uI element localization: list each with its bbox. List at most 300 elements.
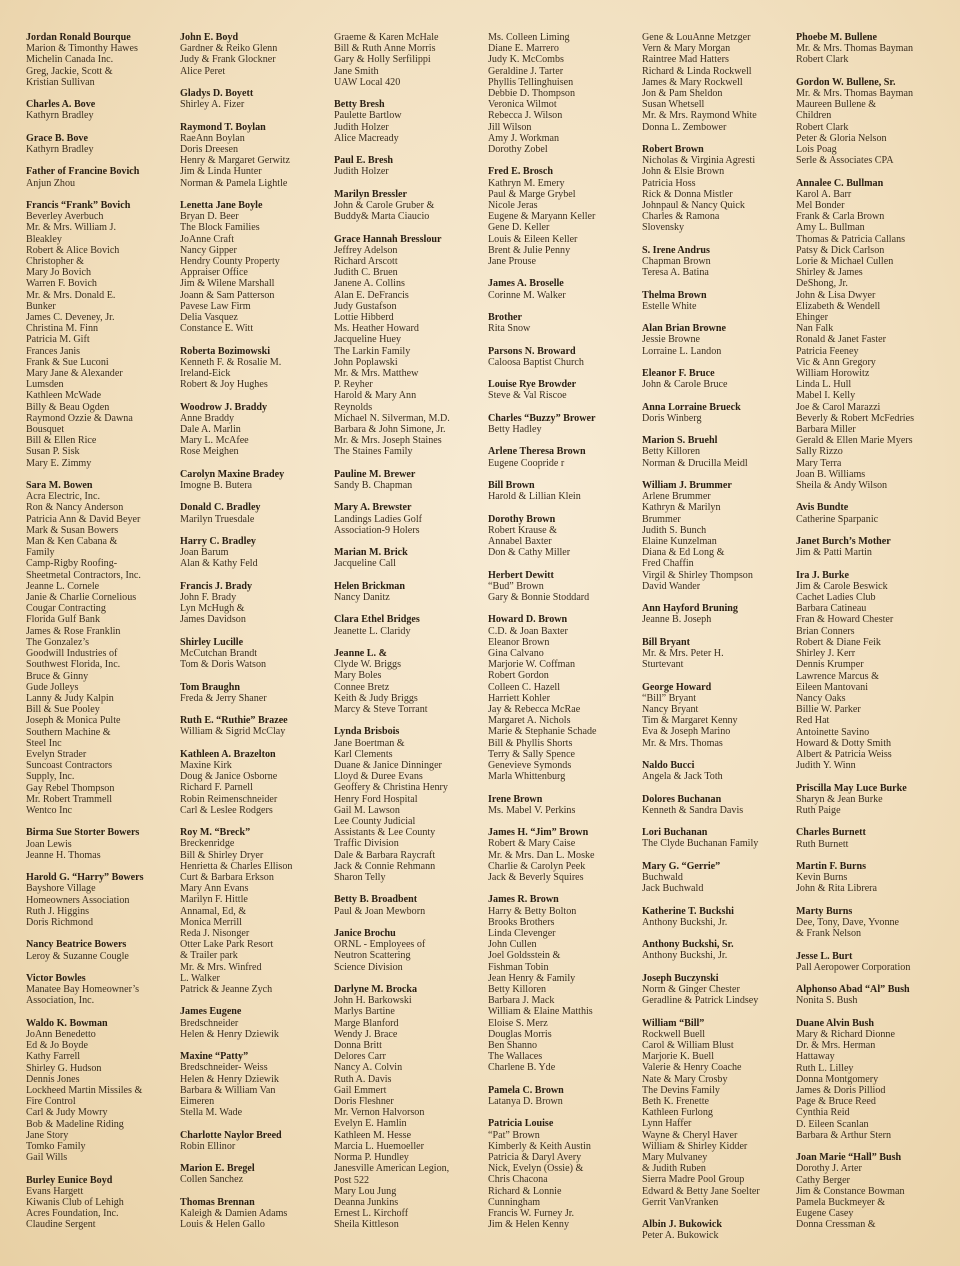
donor-line: Judy K. McCombs bbox=[488, 54, 564, 66]
honoree-name: Mary G. “Gerrie” bbox=[642, 860, 721, 872]
honoree-name: Sara M. Bowen bbox=[26, 480, 93, 492]
donor-line: Dorothy J. Arter bbox=[796, 1163, 862, 1175]
honoree-name: Gladys D. Boyett bbox=[180, 88, 254, 99]
donor-line: Rebecca J. Wilson bbox=[488, 110, 563, 122]
donor-line: Ben Shanno bbox=[488, 1040, 538, 1052]
donor-line: Mary Jo Bovich bbox=[26, 267, 92, 279]
donor-line: Patricia & Daryl Avery bbox=[488, 1152, 582, 1164]
donor-line: Jack & Connie Rehmann bbox=[334, 860, 436, 872]
donor-line: Alice Macready bbox=[334, 132, 399, 144]
honoree-name: Grace Hannah Bresslour bbox=[334, 233, 442, 245]
honoree-name: Marion S. Bruehl bbox=[642, 435, 718, 447]
donor-line: Evelyn Strader bbox=[26, 748, 87, 760]
donor-line: Francis W. Furney Jr. bbox=[488, 1208, 575, 1220]
donor-line: Shirley & James bbox=[796, 267, 863, 279]
memorial-entry bbox=[642, 435, 796, 469]
donor-line: Fran & Howard Chester bbox=[796, 614, 894, 626]
donor-line: Lynn Haffer bbox=[642, 1118, 692, 1130]
donor-line: Howard & Dotty Smith bbox=[796, 737, 892, 749]
donor-line: Nancy A. Colvin bbox=[334, 1062, 403, 1074]
donor-line: Beverley Averbuch bbox=[26, 211, 104, 223]
donor-line: Michelin Canada Inc. bbox=[26, 54, 114, 66]
memorial-entry bbox=[334, 32, 488, 88]
memorial-entry bbox=[180, 1130, 334, 1152]
donor-line: Don & Cathy Miller bbox=[488, 547, 571, 559]
donor-line: Otter Lake Park Resort bbox=[180, 939, 274, 951]
honoree-name: Alan Brian Browne bbox=[642, 323, 726, 335]
donor-line: UAW Local 420 bbox=[334, 76, 401, 88]
honoree-name: Harold G. “Harry” Bowers bbox=[26, 872, 144, 884]
donor-line: Marjorie K. Buell bbox=[642, 1051, 715, 1063]
donor-line: Kenneth & Sandra Davis bbox=[642, 804, 744, 816]
donor-line: Sharon Telly bbox=[334, 872, 386, 884]
donor-line: Bill & Phyllis Shorts bbox=[488, 737, 573, 749]
donor-line: Beth K. Frenette bbox=[642, 1096, 709, 1107]
donor-line: Mr. Vernon Halvorson bbox=[334, 1107, 425, 1119]
donor-line: Bousquet bbox=[26, 424, 65, 436]
donor-line: Nicholas & Virginia Agresti bbox=[642, 155, 756, 167]
donor-line: Gail Wills bbox=[26, 1152, 68, 1164]
donor-line: Lois Poag bbox=[796, 144, 837, 156]
donor-line: John & Rita Librera bbox=[796, 883, 878, 895]
donor-line: Carl & Leslee Rodgers bbox=[180, 804, 273, 816]
donor-line: Charles & Ramona bbox=[642, 211, 720, 223]
donor-line: Nonita S. Bush bbox=[796, 995, 858, 1007]
memorial-entry bbox=[334, 502, 488, 536]
donor-line: Christina M. Finn bbox=[26, 323, 99, 335]
honoree-name: Marilyn Bressler bbox=[334, 188, 407, 200]
honoree-name: Thelma Brown bbox=[642, 289, 707, 301]
donor-line: Reynolds bbox=[334, 401, 373, 413]
donor-line: Eimeren bbox=[180, 1096, 215, 1108]
donor-line: William & Sigrid McClay bbox=[180, 726, 286, 738]
memorial-entry bbox=[26, 872, 180, 928]
honoree-name: Janice Brochu bbox=[334, 928, 396, 940]
donor-line: Jim & Wilene Marshall bbox=[180, 278, 275, 290]
donor-line: D. Eileen Scanlan bbox=[796, 1118, 869, 1130]
memorial-entry bbox=[180, 469, 334, 491]
donor-line: Bill & Ellen Rice bbox=[26, 435, 97, 447]
memorial-entry bbox=[796, 178, 936, 492]
donor-line: Judith Holzer bbox=[334, 121, 389, 133]
donor-line: Curt & Barbara Erkson bbox=[180, 872, 274, 884]
donor-line: Donna Montgomery bbox=[796, 1073, 879, 1085]
donor-line: Ms. Mabel V. Perkins bbox=[488, 804, 576, 816]
memorial-entry bbox=[488, 278, 642, 300]
donor-line: Jeanne B. Joseph bbox=[642, 614, 712, 626]
donor-line: Bredschneider- Weiss bbox=[180, 1062, 268, 1074]
honoree-name: Birma Sue Storter Bowers bbox=[26, 827, 140, 839]
donor-line: Geraldine J. Tarter bbox=[488, 65, 564, 77]
memorial-entry bbox=[796, 906, 936, 940]
donor-line: Rick & Donna Mistler bbox=[642, 188, 733, 200]
memorial-entry bbox=[642, 906, 796, 928]
donor-line: Betty Killoren bbox=[488, 984, 547, 996]
donor-line: Stella M. Wade bbox=[180, 1107, 243, 1119]
memorial-entry bbox=[642, 939, 796, 961]
donor-line: Cachet Ladies Club bbox=[796, 592, 876, 604]
honoree-name: Ira J. Burke bbox=[796, 569, 849, 581]
honoree-name: Maxine “Patty” bbox=[180, 1051, 249, 1063]
donor-line: James & Doris Pilliod bbox=[796, 1084, 886, 1096]
donor-line: Gene D. Keller bbox=[488, 222, 550, 234]
donor-line: Linda Clevenger bbox=[488, 928, 556, 940]
donor-line: Mr. Robert Trammell bbox=[26, 793, 113, 805]
donor-line: Joann & Sam Patterson bbox=[180, 289, 275, 301]
donor-line: Norm & Ginger Chester bbox=[642, 983, 740, 995]
memorial-entry bbox=[26, 1018, 180, 1164]
donor-line: Angela & Jack Toth bbox=[642, 771, 723, 783]
honoree-name: William J. Brummer bbox=[642, 480, 732, 491]
memorial-entry bbox=[334, 614, 488, 636]
donor-line: Appraiser Office bbox=[180, 267, 248, 279]
donor-line: Eugene Coopride r bbox=[488, 457, 565, 469]
donor-line: Jane Story bbox=[26, 1129, 69, 1141]
honoree-name: Brother bbox=[488, 312, 523, 324]
donor-line: Kaleigh & Damien Adams bbox=[180, 1208, 288, 1220]
donor-line: Barbara & Arthur Stern bbox=[796, 1129, 892, 1141]
donor-line: Christopher & bbox=[26, 256, 85, 267]
donor-line: Assistants & Lee County bbox=[334, 827, 436, 839]
honoree-name: Roy M. “Breck” bbox=[180, 827, 251, 839]
donor-line: Ireland-Eick bbox=[180, 368, 231, 380]
memorial-entry bbox=[180, 1163, 334, 1185]
donor-line: Kathleen M. Hesse bbox=[334, 1129, 412, 1141]
donor-line: Lockheed Martin Missiles & bbox=[26, 1084, 143, 1096]
honoree-name: Marty Burns bbox=[796, 905, 853, 917]
donor-line: Nate & Mary Crosby bbox=[642, 1073, 728, 1085]
donor-line: Robert & Diane Feik bbox=[796, 636, 881, 648]
memorial-entry bbox=[488, 312, 642, 334]
donor-line: Warren F. Bovich bbox=[26, 278, 97, 290]
donor-line: Greg, Jackie, Scott & bbox=[26, 65, 113, 77]
donor-line: Patsy & Dick Carlson bbox=[796, 244, 885, 256]
donor-line: Arlene Brummer bbox=[642, 491, 711, 503]
donor-line: Elizabeth & Wendell bbox=[796, 300, 881, 312]
donor-line: Camp-Rigby Roofing- bbox=[26, 558, 118, 570]
honoree-name: William “Bill” bbox=[642, 1017, 705, 1029]
memorial-listing bbox=[26, 32, 936, 1257]
donor-line: Mary Jane & Alexander bbox=[26, 368, 123, 380]
memorial-entry bbox=[488, 614, 642, 782]
honoree-name: Eleanor F. Bruce bbox=[642, 368, 715, 380]
donor-line: Rockwell Buell bbox=[642, 1028, 706, 1040]
honoree-name: James Eugene bbox=[180, 1006, 242, 1018]
donor-line: The Larkin Family bbox=[334, 345, 411, 357]
donor-line: Mary E. Zimmy bbox=[26, 457, 92, 469]
donor-line: Nan Falk bbox=[796, 323, 834, 335]
donor-line: Marilyn F. Hittle bbox=[180, 894, 248, 906]
donor-line: Bill & Sue Pooley bbox=[26, 704, 100, 716]
donor-line: Kimberly & Keith Austin bbox=[488, 1140, 591, 1152]
donor-line: Valerie & Henry Coache bbox=[642, 1062, 742, 1074]
donor-line: Doris Richmond bbox=[26, 916, 94, 928]
memorial-entry bbox=[796, 1018, 936, 1141]
donor-line: Harold & Mary Ann bbox=[334, 390, 417, 402]
donor-line: Richard & Linda Rockwell bbox=[642, 65, 752, 77]
donor-line: Doris Dreesen bbox=[180, 144, 239, 155]
honoree-name: Harry C. Bradley bbox=[180, 536, 256, 548]
honoree-name: Roberta Bozimowski bbox=[180, 345, 270, 357]
donor-line: Annabel Baxter bbox=[488, 536, 552, 547]
donor-line: Susan P. Sisk bbox=[26, 446, 80, 458]
donor-line: Jack & Beverly Squires bbox=[488, 872, 584, 884]
column-1 bbox=[26, 32, 180, 1257]
donor-line: Serle & Associates CPA bbox=[796, 155, 894, 167]
donor-line: Freda & Jerry Shaner bbox=[180, 692, 267, 704]
donor-line: Marie & Stephanie Schade bbox=[488, 726, 597, 738]
donor-line: Doug & Janice Osborne bbox=[180, 771, 278, 783]
donor-line: John & Elsie Brown bbox=[642, 166, 725, 178]
donor-line: James C. Deveney, Jr. bbox=[26, 312, 115, 324]
donor-line: Constance E. Witt bbox=[180, 323, 254, 335]
honoree-name: Jordan Ronald Bourque bbox=[26, 32, 131, 43]
donor-line: C.D. & Joan Baxter bbox=[488, 625, 568, 637]
memorial-entry bbox=[642, 603, 796, 625]
donor-line: Marilyn Truesdale bbox=[180, 513, 255, 525]
honoree-name: Shirley Lucille bbox=[180, 636, 244, 648]
donor-line: Mary L. McAfee bbox=[180, 435, 249, 447]
donor-line: Gene & LouAnne Metzger bbox=[642, 32, 751, 43]
honoree-name: Bill Bryant bbox=[642, 636, 690, 648]
honoree-name: Helen Brickman bbox=[334, 580, 405, 592]
donor-line: Alan & Kathy Feld bbox=[180, 558, 258, 570]
donor-line: Eileen Mantovani bbox=[796, 681, 869, 693]
donor-line: Norman & Drucilla Meidl bbox=[642, 457, 748, 469]
donor-line: Carol & William Blust bbox=[642, 1039, 734, 1051]
memorial-entry bbox=[180, 715, 334, 737]
donor-line: Karl Clements bbox=[334, 748, 393, 760]
donor-line: Charlie & Carolyn Peek bbox=[488, 860, 586, 872]
donor-line: Geradline & Patrick Lindsey bbox=[642, 995, 759, 1007]
donor-line: Billy & Beau Ogden bbox=[26, 401, 110, 413]
donor-line: Slovensky bbox=[642, 222, 685, 234]
memorial-entry bbox=[180, 749, 334, 816]
donor-line: Mr. & Mrs. Dan L. Moske bbox=[488, 849, 595, 861]
donor-line: Robert & Alice Bovich bbox=[26, 244, 120, 256]
donor-line: Patricia M. Gift bbox=[26, 334, 90, 346]
honoree-name: Jeanne L. & bbox=[334, 648, 387, 660]
donor-line: Diana & Ed Long & bbox=[642, 547, 725, 559]
honoree-name: Dorothy Brown bbox=[488, 513, 556, 525]
donor-line: Imogne B. Butera bbox=[180, 480, 253, 492]
honoree-name: Patricia Louise bbox=[488, 1118, 554, 1130]
donor-line: JoAnn Benedetto bbox=[26, 1028, 96, 1040]
honoree-name: Janet Burch’s Mother bbox=[796, 536, 891, 548]
memorial-entry bbox=[796, 827, 936, 849]
donor-line: James & Rose Franklin bbox=[26, 625, 121, 637]
donor-line: Doris Winberg bbox=[642, 412, 702, 424]
donor-line: Nancy Bryant bbox=[642, 704, 699, 716]
donor-line: Anne Braddy bbox=[180, 412, 235, 424]
donor-line: Connee Bretz bbox=[334, 681, 390, 693]
memorial-entry bbox=[26, 133, 180, 155]
memorial-entry bbox=[334, 928, 488, 973]
donor-line: Billie W. Parker bbox=[796, 704, 861, 716]
donor-line: Barbara Catineau bbox=[796, 603, 867, 615]
memorial-entry bbox=[488, 480, 642, 502]
donor-line: Gerald & Ellen Marie Myers bbox=[796, 435, 913, 447]
donor-line: Marlys Bartine bbox=[334, 1006, 395, 1018]
donor-line: Chris Chacona bbox=[488, 1174, 548, 1186]
honoree-name: Grace B. Bove bbox=[26, 132, 88, 144]
donor-line: Suncoast Contractors bbox=[26, 760, 113, 772]
donor-line: Bredschneider bbox=[180, 1017, 239, 1029]
donor-line: McCutchan Brandt bbox=[180, 648, 258, 660]
donor-line: Brooks Brothers bbox=[488, 916, 555, 928]
donor-line: Caloosa Baptist Church bbox=[488, 356, 584, 368]
memorial-entry bbox=[796, 783, 936, 817]
donor-line: Frank & Carla Brown bbox=[796, 211, 885, 223]
memorial-entry bbox=[334, 984, 488, 1230]
honoree-name: Betty B. Broadbent bbox=[334, 894, 418, 906]
donor-line: “Pat” Brown bbox=[488, 1129, 540, 1141]
donor-line: Jacqueline Huey bbox=[334, 334, 401, 346]
donor-line: Robert & Joy Hughes bbox=[180, 379, 268, 391]
donor-line: Henry Ford Hospital bbox=[334, 793, 418, 805]
donor-line: Maureen Bullene & bbox=[796, 99, 877, 111]
donor-line: Jane Prouse bbox=[488, 256, 536, 268]
donor-line: Monica Merrill bbox=[180, 916, 242, 928]
donor-line: Tomko Family bbox=[26, 1140, 86, 1152]
donor-line: ORNL - Employees of bbox=[334, 939, 426, 951]
donor-line: The Gonzalez’s bbox=[26, 636, 90, 648]
honoree-name: Charlotte Naylor Breed bbox=[180, 1129, 282, 1141]
memorial-entry bbox=[180, 637, 334, 671]
honoree-name: Avis Bundte bbox=[796, 502, 849, 514]
honoree-name: Lori Buchanan bbox=[642, 827, 708, 839]
donor-line: Amy L. Bullman bbox=[796, 222, 865, 234]
donor-line: Judith Holzer bbox=[334, 166, 389, 178]
donor-line: Mary & Richard Dionne bbox=[796, 1028, 895, 1040]
donor-line: Norma P. Hundley bbox=[334, 1152, 409, 1164]
donor-line: Annamal, Ed, & bbox=[180, 905, 247, 917]
donor-line: Ruth A. Davis bbox=[334, 1073, 392, 1085]
memorial-entry bbox=[26, 939, 180, 961]
donor-line: Mr. & Mrs. Raymond White bbox=[642, 110, 757, 122]
memorial-entry bbox=[488, 514, 642, 559]
donor-line: Pall Aeropower Corporation bbox=[796, 961, 911, 973]
donor-line: Traffic Division bbox=[334, 838, 399, 850]
honoree-name: Betty Bresh bbox=[334, 99, 385, 111]
donor-line: Robert Krause & bbox=[488, 524, 557, 536]
honoree-name: George Howard bbox=[642, 681, 712, 693]
donor-line: Sheila & Andy Wilson bbox=[796, 480, 888, 492]
donor-line: Sheetmetal Contractors, Inc. bbox=[26, 569, 141, 581]
donor-line: Richard & Lonnie bbox=[488, 1185, 562, 1197]
donor-line: Goodwill Industries of bbox=[26, 648, 118, 660]
donor-line: Pavese Law Firm bbox=[180, 300, 251, 312]
honoree-name: Francis J. Brady bbox=[180, 580, 253, 592]
donor-line: Karol A. Barr bbox=[796, 188, 852, 200]
donor-line: Jane Smith bbox=[334, 65, 379, 77]
donor-line: Barbara & John Simone, Jr. bbox=[334, 424, 446, 436]
donor-line: James Davidson bbox=[180, 614, 246, 626]
donor-line: William & Elaine Matthis bbox=[488, 1006, 593, 1018]
donor-line: Bunker bbox=[26, 300, 56, 312]
donor-line: Jon & Pam Sheldon bbox=[642, 88, 723, 100]
donor-line: Lanny & Judy Kalpin bbox=[26, 692, 114, 704]
memorial-entry bbox=[180, 122, 334, 189]
donor-line: & Trailer park bbox=[180, 950, 238, 962]
memorial-entry bbox=[642, 760, 796, 782]
donor-line: Bleakley bbox=[26, 233, 62, 245]
donor-line: Anthony Buckshi, Jr. bbox=[642, 950, 728, 962]
donor-line: Fishman Tobin bbox=[488, 961, 549, 973]
donor-line: Clyde W. Briggs bbox=[334, 659, 402, 671]
donor-line: Judy Gustafson bbox=[334, 300, 397, 312]
memorial-entry bbox=[180, 1006, 334, 1040]
donor-line: Mary Terra bbox=[796, 457, 842, 469]
donor-line: RaeAnn Boylan bbox=[180, 132, 245, 144]
honoree-name: Tom Braughn bbox=[180, 681, 240, 693]
donor-line: The Devins Family bbox=[642, 1084, 720, 1096]
honoree-name: Pamela C. Brown bbox=[488, 1084, 564, 1096]
donor-line: John Cullen bbox=[488, 939, 537, 951]
donor-line: Linda L. Hull bbox=[796, 379, 852, 391]
memorial-entry bbox=[642, 368, 796, 390]
memorial-entry bbox=[26, 32, 180, 88]
donor-line: Amy J. Workman bbox=[488, 132, 560, 144]
memorial-entry bbox=[488, 32, 642, 155]
donor-line: Barbara J. Mack bbox=[488, 995, 555, 1007]
donor-line: Robin Ellinor bbox=[180, 1140, 236, 1152]
honoree-name: Anna Lorraine Brueck bbox=[642, 401, 741, 413]
donor-line: Alice Peret bbox=[180, 65, 226, 77]
donor-line: Norman & Pamela Lightle bbox=[180, 177, 288, 189]
donor-line: Jeanne L. Cornele bbox=[26, 580, 100, 592]
donor-line: Kathyrn Bradley bbox=[26, 110, 94, 122]
donor-line: Gary & Bonnie Stoddard bbox=[488, 592, 590, 603]
donor-line: Delores Carr bbox=[334, 1051, 386, 1063]
donor-line: Bryan D. Beer bbox=[180, 211, 239, 223]
donor-line: Joan B. Williams bbox=[796, 468, 866, 480]
donor-line: Manatee Bay Homeowner’s bbox=[26, 984, 140, 996]
donor-line: Louis & Eileen Keller bbox=[488, 233, 578, 245]
donor-line: Kristian Sullivan bbox=[26, 76, 95, 88]
donor-line: Mr. & Mrs. Joseph Staines bbox=[334, 435, 442, 447]
memorial-entry bbox=[642, 402, 796, 424]
donor-line: Sturtevant bbox=[642, 659, 684, 671]
honoree-name: Woodrow J. Braddy bbox=[180, 401, 268, 413]
donor-line: Peter A. Bukowick bbox=[642, 1230, 719, 1242]
honoree-name: Joan Marie “Hall” Bush bbox=[796, 1152, 902, 1164]
donor-line: Wentco Inc bbox=[26, 804, 72, 816]
donor-line: Southwest Florida, Inc. bbox=[26, 659, 121, 671]
donor-line: Cougar Contracting bbox=[26, 603, 106, 615]
donor-line: Janesville American Legion, bbox=[334, 1163, 450, 1175]
memorial-entry bbox=[642, 480, 796, 592]
memorial-entry bbox=[180, 402, 334, 458]
donor-line: Patricia Feeney bbox=[796, 345, 859, 357]
memorial-entry bbox=[488, 894, 642, 1073]
donor-line: Jim & Helen Kenny bbox=[488, 1219, 570, 1231]
donor-line: Rose Meighen bbox=[180, 446, 239, 458]
memorial-entry bbox=[642, 973, 796, 1007]
memorial-entry bbox=[180, 200, 334, 334]
honoree-name: S. Irene Andrus bbox=[642, 244, 710, 256]
donor-line: Doris Fleshner bbox=[334, 1096, 394, 1108]
donor-line: Robert Clark bbox=[796, 54, 849, 66]
donor-line: Jane Boertman & bbox=[334, 737, 405, 749]
memorial-entry bbox=[180, 682, 334, 704]
donor-line: Paulette Bartlow bbox=[334, 110, 402, 122]
donor-line: Frank & Sue Luconi bbox=[26, 356, 109, 368]
donor-line: Sharyn & Jean Burke bbox=[796, 793, 883, 805]
memorial-entry bbox=[334, 469, 488, 491]
donor-line: Brian Conners bbox=[796, 625, 855, 637]
donor-line: Janene A. Collins bbox=[334, 278, 405, 290]
